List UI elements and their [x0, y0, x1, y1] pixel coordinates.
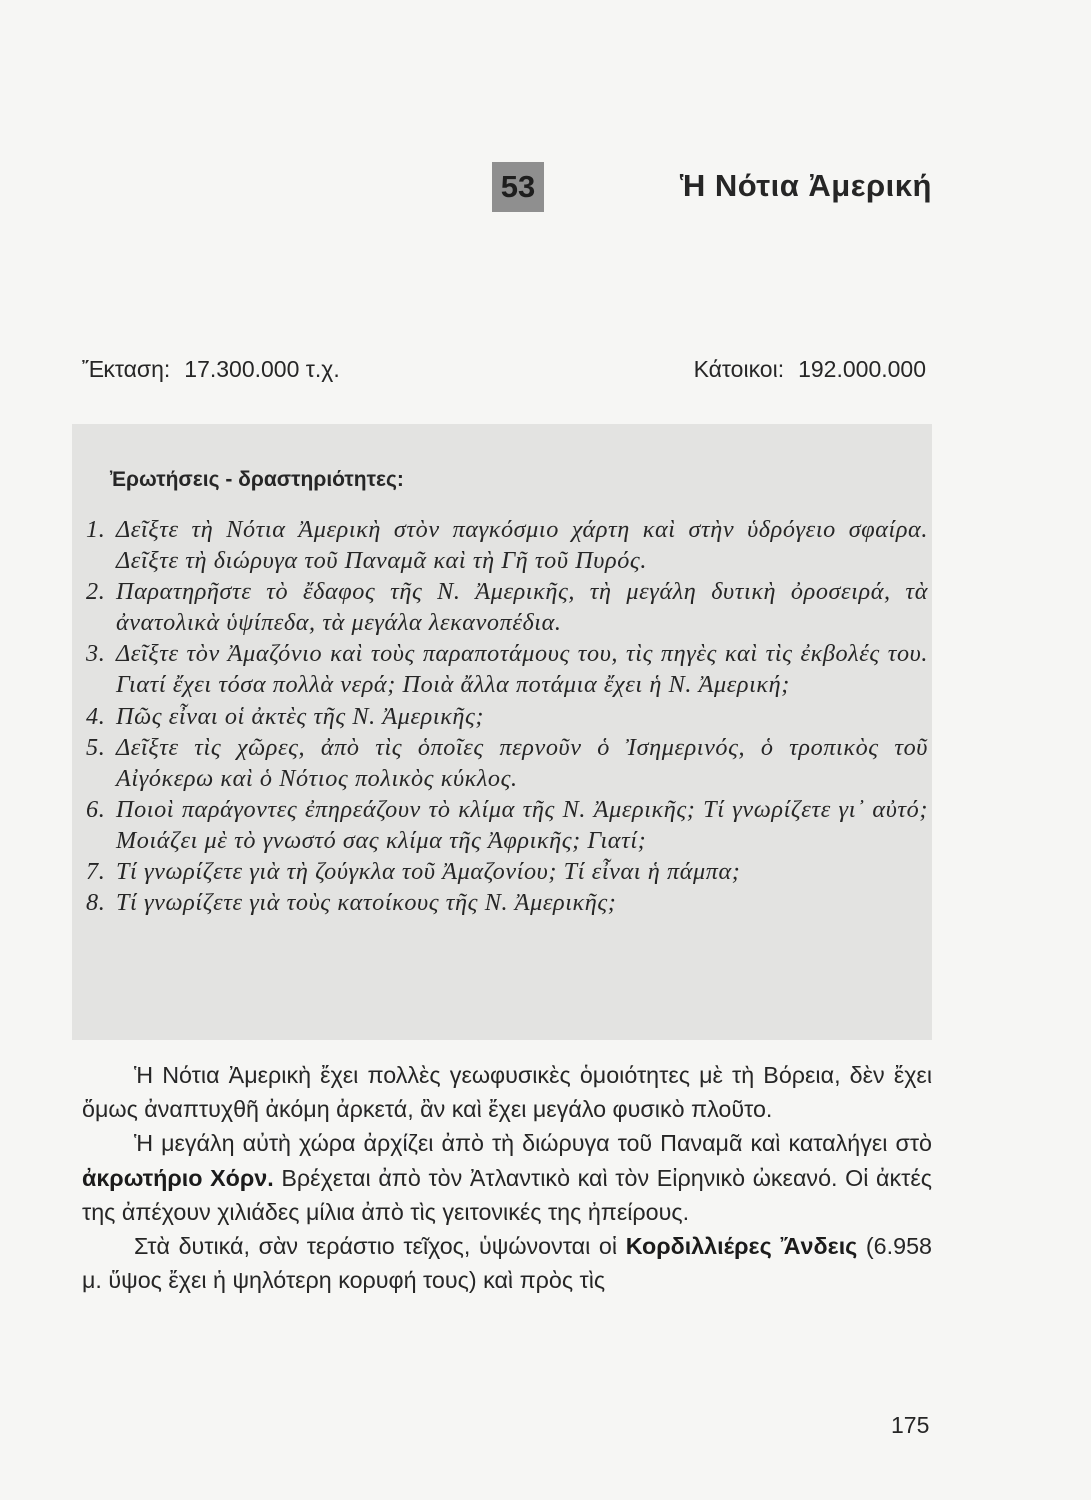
- paragraph-text: Στὰ δυτικά, σὰν τεράστιο τεῖχος, ὑψώνονται οἱ: [134, 1233, 618, 1260]
- question-text: Τί γνωρίζετε γιὰ τοὺς κατοίκους τῆς Ν. Ἀμερικῆς;: [116, 889, 617, 917]
- list-item: [86, 514, 928, 576]
- question-number: 7.: [86, 858, 106, 886]
- question-number: 6.: [86, 795, 106, 823]
- paragraph-andes: [82, 1229, 932, 1297]
- bold-term-andes: Κορδιλλιέρες Ἄνδεις: [625, 1233, 858, 1260]
- chapter-title: Ἡ Νότια Ἀμερική: [679, 168, 932, 203]
- paragraph-boundaries: [82, 1126, 932, 1229]
- paragraph-text: Βρέχεται ἀπὸ τὸν Ἀτλαντικὸ καὶ τὸν Εἰρηνικὸ ὠκεανό. Οἱ ἀκτές της ἀπέχουν χιλιάδες μίλια ἀπὸ τὶς γειτονικές της ἠπείρους.: [82, 1164, 932, 1225]
- population-value: 192.000.000: [798, 356, 926, 382]
- question-number: 3.: [86, 640, 106, 668]
- area-label: Ἔκταση:: [82, 356, 171, 382]
- question-text: Δεῖξτε τὸν Ἀμαζόνιο καὶ τοὺς παραποτάμους του, τὶς πηγὲς καὶ τὶς ἐκβολές του. Γιατί ἔχει τόσα πολλὰ νερά; Ποιὰ ἄλλα ποτάμια ἔχει ἡ Ν. Ἀμερική;: [116, 640, 928, 699]
- chapter-header: [492, 160, 932, 216]
- question-text: Δεῖξτε τὶς χῶρες, ἀπὸ τὶς ὁποῖες περνοῦν ὁ Ἰσημερινός, ὁ τροπικὸς τοῦ Αἰγόκερω καὶ ὁ Νότιος πολικὸς κύκλος.: [116, 733, 928, 792]
- list-item: [86, 856, 928, 887]
- question-number: 4.: [86, 702, 106, 730]
- question-number: 8.: [86, 889, 106, 917]
- question-text: Δεῖξτε τὴ Νότια Ἀμερικὴ στὸν παγκόσμιο χάρτη καὶ στὴν ὑδρόγειο σφαίρα. Δεῖξτε τὴ διώρυγα τοῦ Παναμᾶ καὶ τὴ Γῆ τοῦ Πυρός.: [116, 516, 928, 575]
- list-item: [86, 576, 928, 638]
- population-stat: [694, 356, 926, 383]
- list-item: [86, 638, 928, 700]
- area-stat: [82, 356, 340, 383]
- area-value: 17.300.000 τ.χ.: [184, 356, 340, 382]
- stats-row: [82, 356, 930, 392]
- body-text: [82, 1058, 932, 1297]
- question-text: Πῶς εἶναι οἱ ἀκτὲς τῆς Ν. Ἀμερικῆς;: [116, 702, 485, 730]
- bold-term-cape-horn: ἀκρωτήριο Χόρν.: [82, 1164, 274, 1191]
- page-number: 175: [891, 1412, 930, 1438]
- question-text: Παρατηρῆστε τὸ ἔδαφος τῆς Ν. Ἀμερικῆς, τὴ μεγάλη δυτικὴ ὀροσειρά, τὰ ἀνατολικὰ ὑψίπεδα, τὰ μεγάλα λεκανοπέδια.: [116, 578, 928, 637]
- paragraph-text: Ἡ μεγάλη αὐτὴ χώρα ἀρχίζει ἀπὸ τὴ διώρυγα τοῦ Παναμᾶ καὶ καταλήγει στὸ: [134, 1130, 932, 1157]
- paragraph-text: (6.958 μ. ὕψος ἔχει ἡ ψηλότερη κορυφή τους) καὶ πρὸς τὶς: [82, 1233, 932, 1294]
- question-text: Τί γνωρίζετε γιὰ τὴ ζούγκλα τοῦ Ἀμαζονίου; Τί εἶναι ἡ πάμπα;: [116, 858, 741, 886]
- question-number: 5.: [86, 733, 106, 761]
- chapter-number-badge: 53: [492, 162, 544, 212]
- list-item: [86, 732, 928, 794]
- questions-heading: Ἐρωτήσεις - δραστηριότητες:: [110, 468, 404, 491]
- list-item: [86, 794, 928, 856]
- questions-list: [86, 514, 928, 918]
- question-number: 2.: [86, 578, 106, 606]
- question-number: 1.: [86, 516, 106, 543]
- population-label: Κάτοικοι:: [693, 356, 785, 382]
- list-item: [86, 701, 928, 732]
- question-text: Ποιοὶ παράγοντες ἐπηρεάζουν τὸ κλίμα τῆς Ν. Ἀμερικῆς; Τί γνωρίζετε γι᾽ αὐτό; Μοιάζει μὲ τὸ γνωστό σας κλίμα τῆς Ἀφρικῆς; Γιατί;: [116, 795, 928, 854]
- paragraph-intro: Ἡ Νότια Ἀμερικὴ ἔχει πολλὲς γεωφυσικὲς ὁμοιότητες μὲ τὴ Βόρεια, δὲν ἔχει ὅμως ἀναπτυχθῆ ἀκόμη ἀρκετά, ἂν καὶ ἔχει μεγάλο φυσικὸ πλοῦτο.: [82, 1062, 932, 1123]
- list-item: [86, 887, 928, 918]
- questions-box: [72, 424, 932, 1040]
